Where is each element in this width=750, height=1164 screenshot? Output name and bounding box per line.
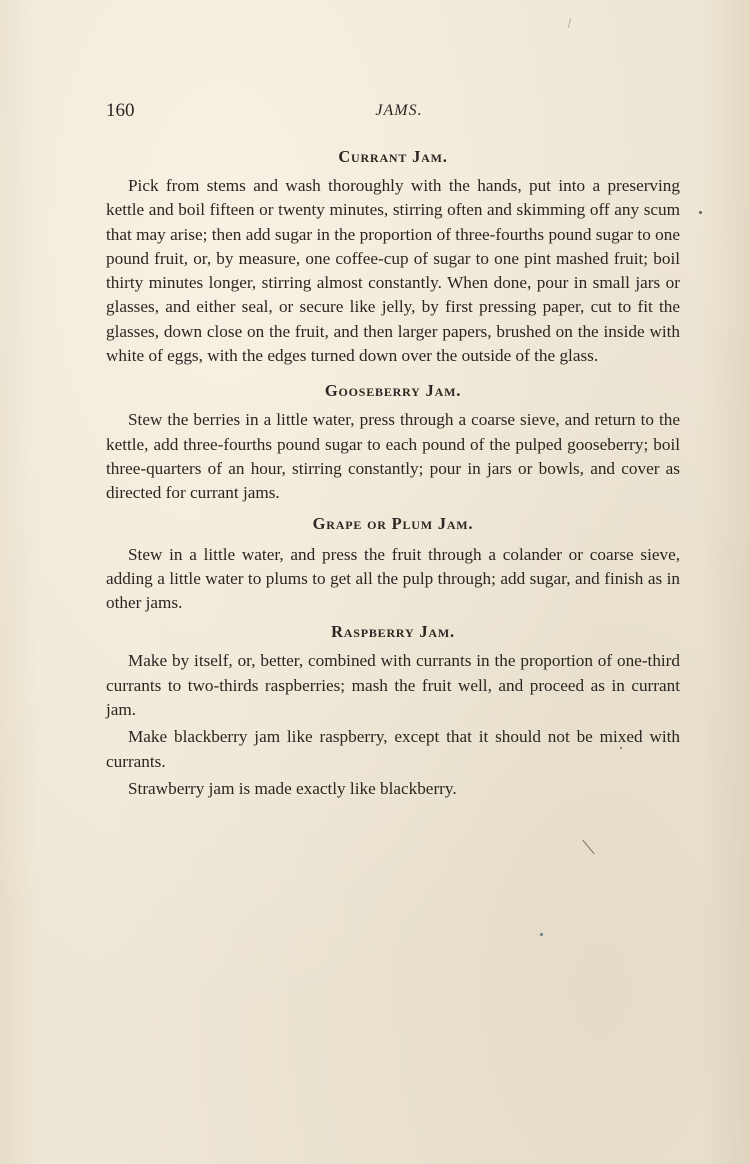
running-head	[106, 100, 680, 126]
page-number: 160	[106, 100, 135, 121]
section-grape-or-plum-jam	[106, 512, 680, 616]
paragraph: Stew in a little water, and press the fruit through a colander or coarse sieve, adding a little water to plums to get all the pulp through; add sugar, and finish as in other jams.	[106, 544, 680, 613]
paragraph: Make blackberry jam like raspberry, except that it should not be mixed with currants.	[106, 727, 680, 771]
section-heading: Grape or Plum Jam.	[312, 513, 474, 533]
paper-speck	[699, 211, 702, 214]
paper-mark	[582, 840, 594, 854]
paper-speck	[620, 747, 622, 749]
section-heading: Raspberry Jam.	[331, 622, 455, 642]
paragraph: Stew the berries in a little water, press through a coarse sieve, and return to the kettle, add three-fourths pound sugar to each pound of the pulped gooseberry; boil three-quarters of an hour, stirring constantly; pour in jars or bowls, and cover as directed for currant jams.	[106, 410, 680, 503]
paragraph: Strawberry jam is made exactly like blackberry.	[128, 778, 457, 798]
section-raspberry-jam	[106, 620, 680, 801]
page-body	[106, 145, 680, 801]
paragraph: Pick from stems and wash thoroughly with the hands, put into a preserving kettle and boil fifteen or twenty minutes, stirring often and skimming off any scum that may arise; then add sugar in the proportion of three-fourths pound sugar to one pound fruit, or, by measure, one coffee-cup of sugar to one pint mashed fruit; boil thirty minutes longer, stirring almost constantly. When done, pour in small jars or glasses, and either seal, or secure like jelly, by first pressing paper, cut to fit the glasses, down close on the fruit, and then larger papers, brushed on the inside with white of eggs, with the edges turned down over the outside of the glass.	[106, 176, 680, 366]
running-title: JAMS.	[375, 102, 423, 119]
section-heading: Gooseberry Jam.	[324, 381, 462, 401]
paper-mark	[568, 18, 572, 28]
section-gooseberry-jam	[106, 379, 680, 505]
paragraph: Make by itself, or, better, combined with currants in the proportion of one-third currants to two-thirds raspberries; mash the fruit well, and proceed as in currant jam.	[106, 651, 680, 720]
section-currant-jam	[106, 145, 680, 368]
paper-speck	[540, 933, 543, 936]
section-heading: Currant Jam.	[338, 147, 448, 166]
